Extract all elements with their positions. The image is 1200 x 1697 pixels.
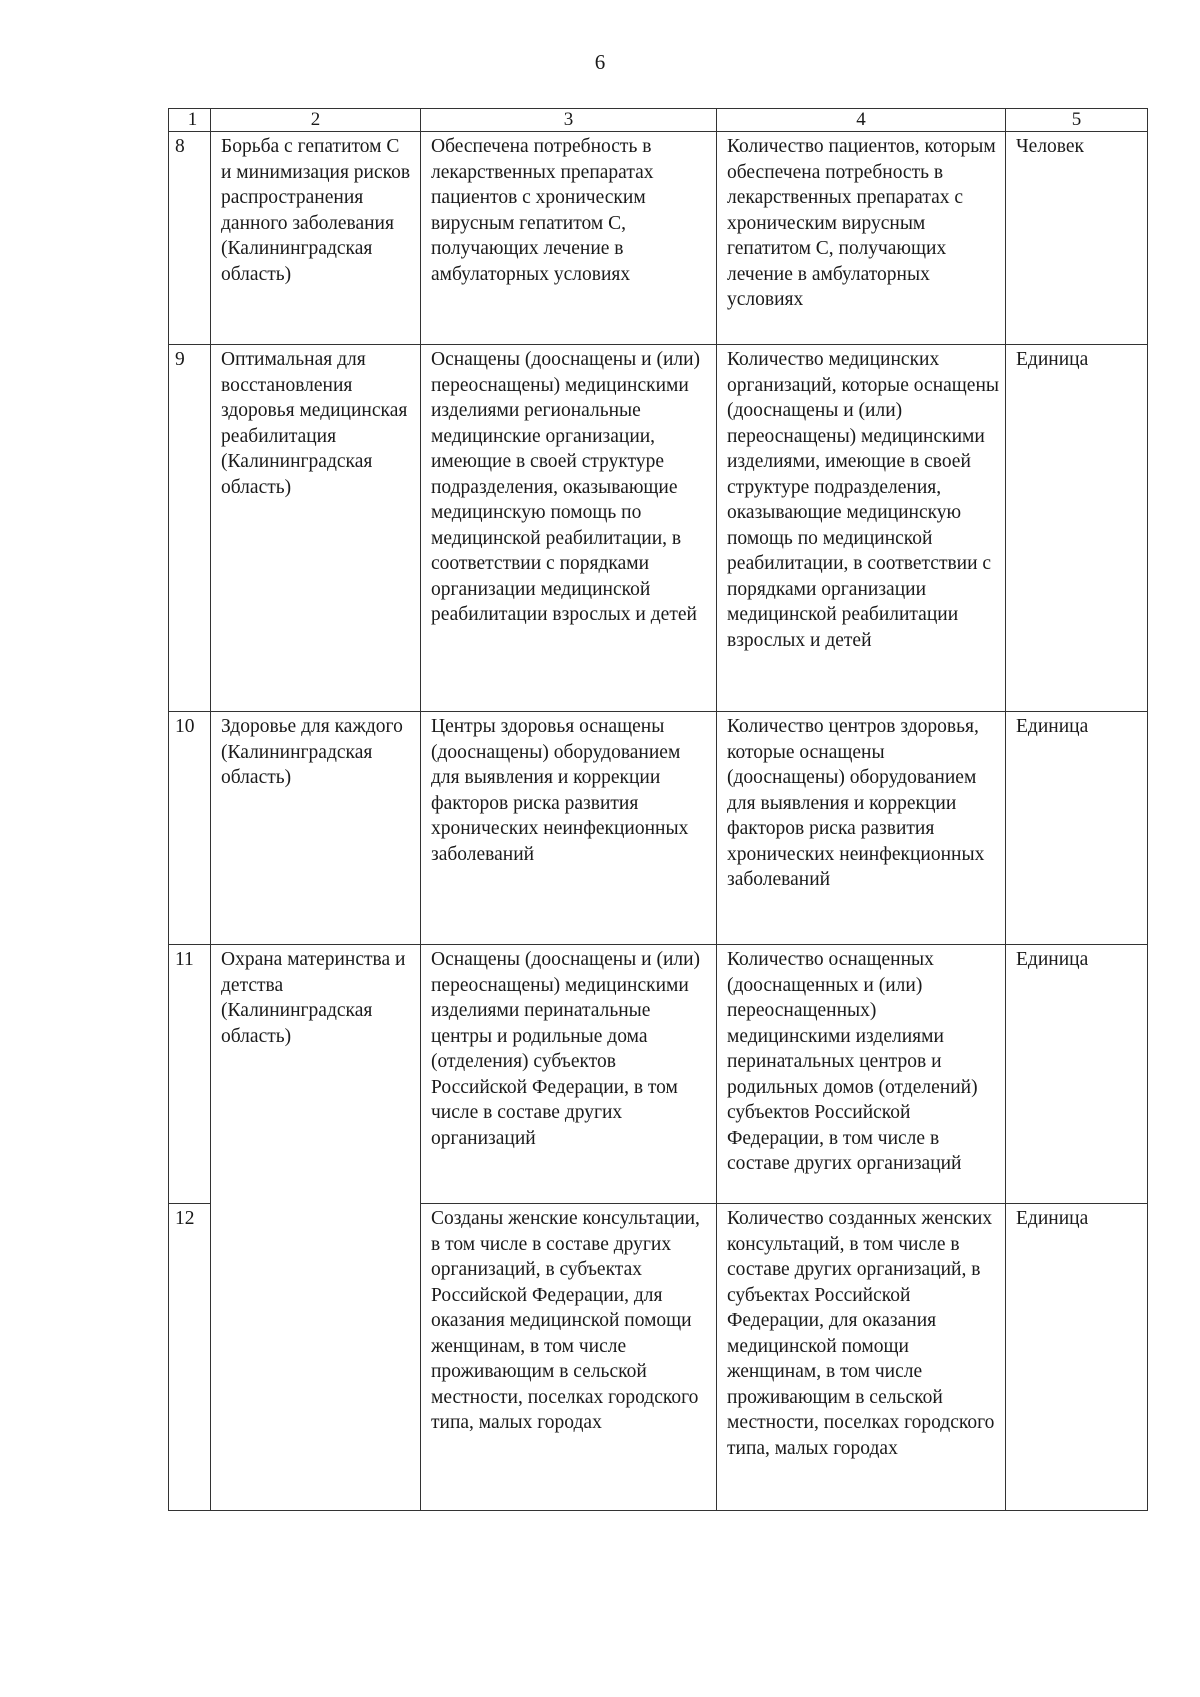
table-header-row: [169, 109, 1148, 132]
header-col-1: 1: [169, 109, 211, 132]
table-row: [169, 945, 1148, 1204]
project-name: Охрана материнства и детства (Калининградская область): [211, 945, 421, 1511]
header-col-2: 2: [211, 109, 421, 132]
project-name: Оптимальная для восстановления здоровья медицинская реабилитация (Калининградская область): [211, 345, 421, 712]
result-description: Обеспечена потребность в лекарственных препаратах пациентов с хроническим вирусным гепатитом С, получающих лечение в амбулаторных условиях: [421, 132, 717, 345]
header-col-3: 3: [421, 109, 717, 132]
unit-of-measure: Единица: [1006, 345, 1148, 712]
indicator-name: Количество пациентов, которым обеспечена потребность в лекарственных препаратах с хроническим вирусным гепатитом С, получающих лечение в амбулаторных условиях: [717, 132, 1006, 345]
result-description: Оснащены (дооснащены и (или) переоснащены) медицинскими изделиями перинатальные центры и родильные дома (отделения) субъектов Российской Федерации, в том числе в составе других организаций: [421, 945, 717, 1204]
table-row: [169, 345, 1148, 712]
project-name: Борьба с гепатитом С и минимизация рисков распространения данного заболевания (Калининградская область): [211, 132, 421, 345]
result-description: Центры здоровья оснащены (дооснащены) оборудованием для выявления и коррекции факторов риска развития хронических неинфекционных заболеваний: [421, 712, 717, 945]
project-name: Здоровье для каждого (Калининградская область): [211, 712, 421, 945]
indicator-name: Количество центров здоровья, которые оснащены (дооснащены) оборудованием для выявления и коррекции факторов риска развития хронических неинфекционных заболеваний: [717, 712, 1006, 945]
results-table: [168, 108, 1148, 1511]
header-col-4: 4: [717, 109, 1006, 132]
indicator-name: Количество медицинских организаций, которые оснащены (дооснащены и (или) переоснащены) медицинскими изделиями, имеющие в своей структуре подразделения, оказывающие медицинскую помощь по медицинской реабилитации, в соответствии с порядками организации медицинской реабилитации взрослых и детей: [717, 345, 1006, 712]
row-number: 9: [169, 345, 211, 712]
page-number: 6: [594, 50, 606, 74]
unit-of-measure: Единица: [1006, 945, 1148, 1204]
result-description: Оснащены (дооснащены и (или) переоснащены) медицинскими изделиями региональные медицинские организации, имеющие в своей структуре подразделения, оказывающие медицинскую помощь по медицинской реабилитации, в соответствии с порядками организации медицинской реабилитации взрослых и детей: [421, 345, 717, 712]
unit-of-measure: Единица: [1006, 1204, 1148, 1511]
row-number: 8: [169, 132, 211, 345]
indicator-name: Количество созданных женских консультаций, в том числе в составе других организаций, в субъектах Российской Федерации, для оказания медицинской помощи женщинам, в том числе проживающим в сельской местности, поселках городского типа, малых городах: [717, 1204, 1006, 1511]
row-number: 10: [169, 712, 211, 945]
unit-of-measure: Человек: [1006, 132, 1148, 345]
header-col-5: 5: [1006, 109, 1148, 132]
table-row: [169, 132, 1148, 345]
row-number: 11: [169, 945, 211, 1204]
unit-of-measure: Единица: [1006, 712, 1148, 945]
indicator-name: Количество оснащенных (дооснащенных и (или) переоснащенных) медицинскими изделиями перинатальных центров и родильных домов (отделений) субъектов Российской Федерации, в том числе в составе других организаций: [717, 945, 1006, 1204]
row-number: 12: [169, 1204, 211, 1511]
result-description: Созданы женские консультации, в том числе в составе других организаций, в субъектах Российской Федерации, для оказания медицинской помощи женщинам, в том числе проживающим в сельской местности, поселках городского типа, малых городах: [421, 1204, 717, 1511]
table-row: [169, 712, 1148, 945]
